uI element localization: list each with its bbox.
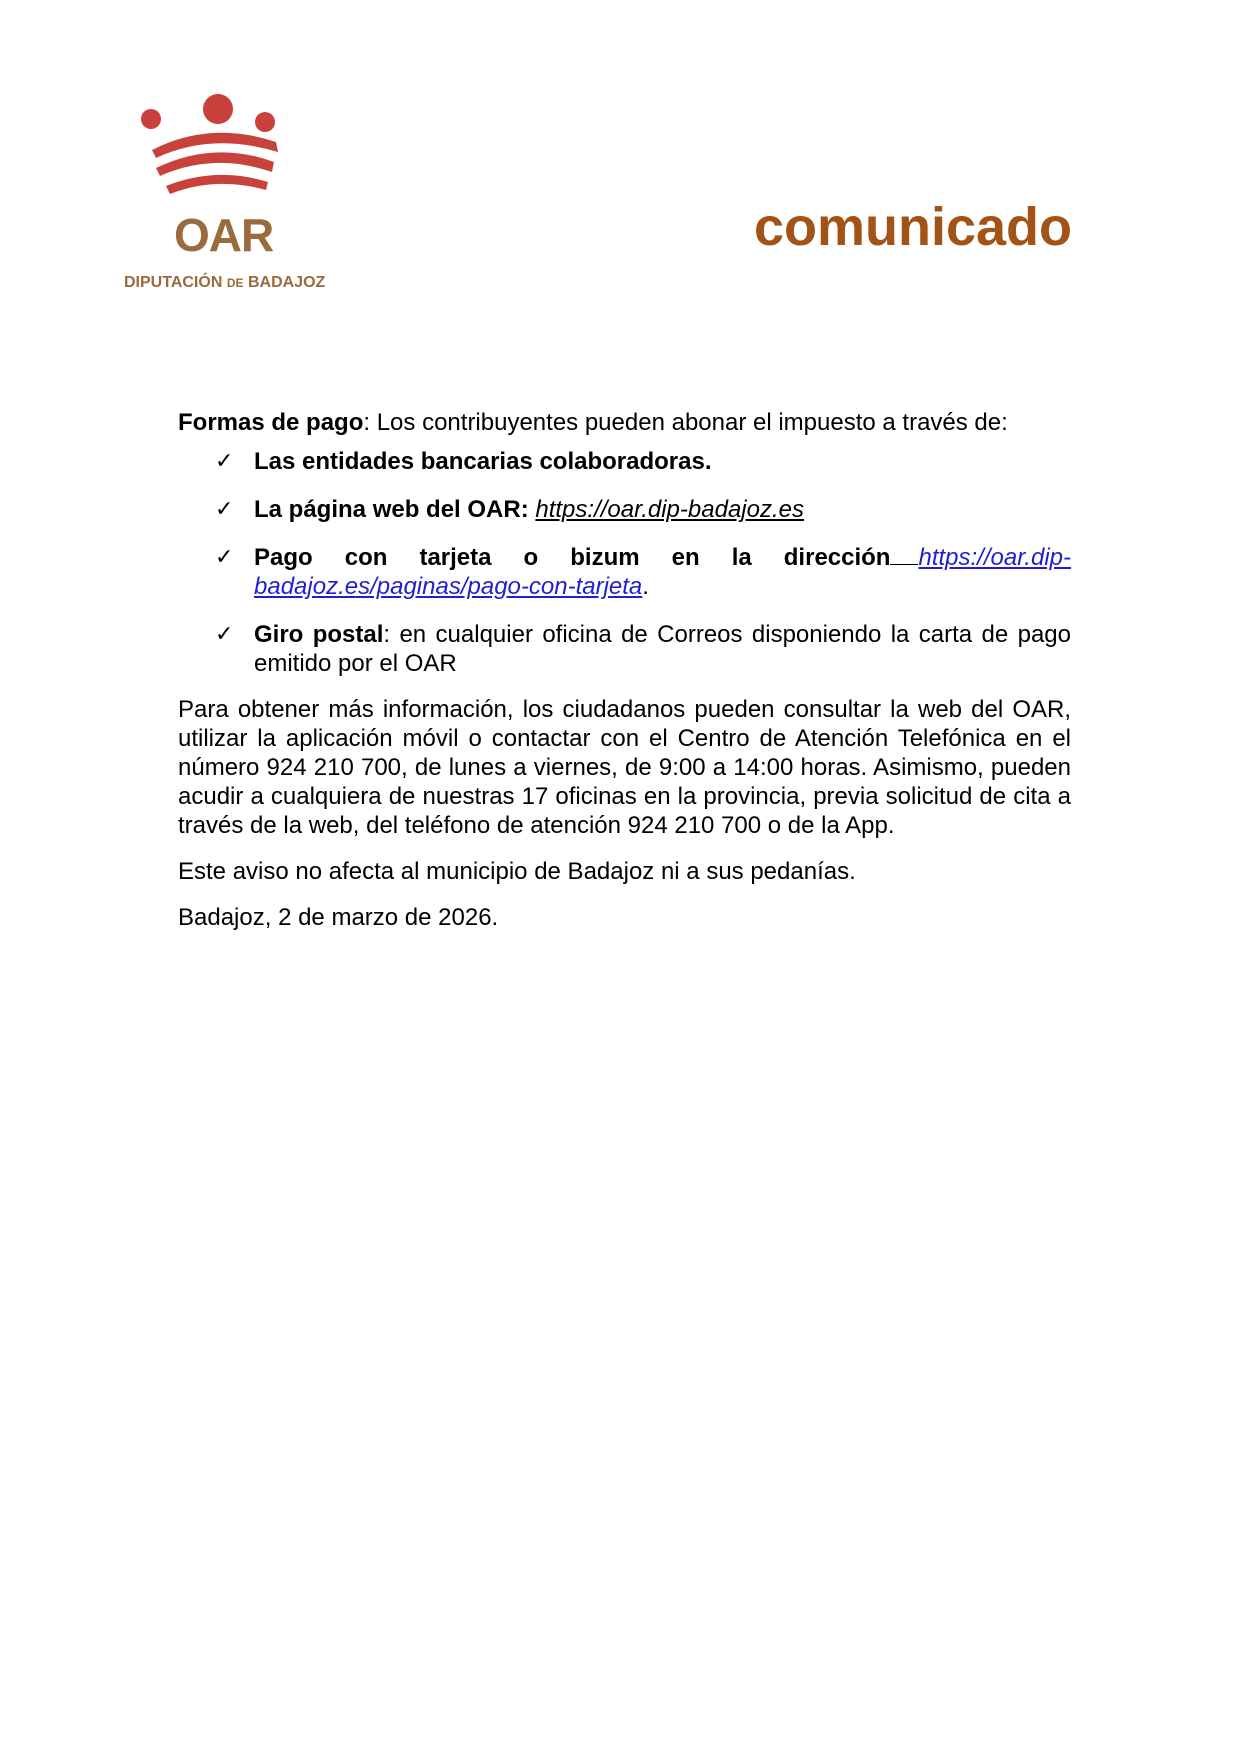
document-type-title: comunicado bbox=[753, 197, 1072, 257]
oar-website-link[interactable]: https://oar.dip-badajoz.es bbox=[535, 496, 804, 523]
place-date: Badajoz, 2 de marzo de 2026. bbox=[178, 904, 499, 931]
notice-paragraph: Este aviso no afecta al municipio de Badajoz ni a sus pedanías. bbox=[178, 858, 856, 885]
payment-method-item bbox=[178, 447, 1071, 476]
payment-methods-list bbox=[178, 447, 1071, 678]
checkmark-icon: ✓ bbox=[215, 497, 234, 522]
link-period: . bbox=[642, 573, 649, 600]
payment-method-text: : en cualquier oficina de Correos disponiendo la carta de pago emitido por el OAR bbox=[254, 621, 1071, 677]
payment-intro-text: : Los contribuyentes pueden abonar el impuesto a través de: bbox=[363, 409, 1008, 436]
document-body bbox=[178, 408, 1071, 932]
payment-method-label: Giro postal bbox=[254, 621, 384, 648]
checkmark-icon: ✓ bbox=[215, 622, 234, 647]
payment-method-label: La página web del OAR: bbox=[254, 496, 529, 523]
oar-logo bbox=[118, 92, 328, 302]
card-payment-link[interactable]: https://oar.dip-badajoz.es/paginas/pago-con-tarjeta bbox=[254, 544, 1071, 600]
payment-method-label: Pago con tarjeta o bizum en la dirección bbox=[254, 544, 891, 571]
info-paragraph: Para obtener más información, los ciudadanos pueden consultar la web del OAR, utilizar la aplicación móvil o contactar con el Centro de Atención Telefónica en el número 924 210 700, de lunes a viernes, de 9:00 a 14:00 horas. Asimismo, pueden acudir a cualquiera de nuestras 17 oficinas en la provincia, previa solicitud de cita a través de la web, del teléfono de atención 924 210 700 o de la App. bbox=[178, 696, 1071, 839]
payment-method-item bbox=[178, 620, 1071, 678]
logo-wordmark: OAR bbox=[174, 209, 274, 261]
payment-method-item bbox=[178, 495, 1071, 524]
oar-emblem-icon bbox=[118, 92, 278, 202]
payment-method-item bbox=[178, 543, 1071, 601]
logo-subtitle-part1: DIPUTACIÓN bbox=[124, 274, 223, 291]
payment-method-label: Las entidades bancarias colaboradoras. bbox=[254, 448, 712, 475]
logo-subtitle-part3: BADAJOZ bbox=[247, 274, 326, 291]
checkmark-icon: ✓ bbox=[215, 449, 234, 474]
payment-intro bbox=[178, 408, 1071, 437]
blank-underline bbox=[890, 544, 918, 565]
checkmark-icon: ✓ bbox=[215, 545, 234, 570]
logo-subtitle bbox=[124, 275, 325, 291]
logo-subtitle-part2: DE bbox=[226, 276, 244, 290]
payment-intro-label: Formas de pago bbox=[178, 409, 364, 436]
